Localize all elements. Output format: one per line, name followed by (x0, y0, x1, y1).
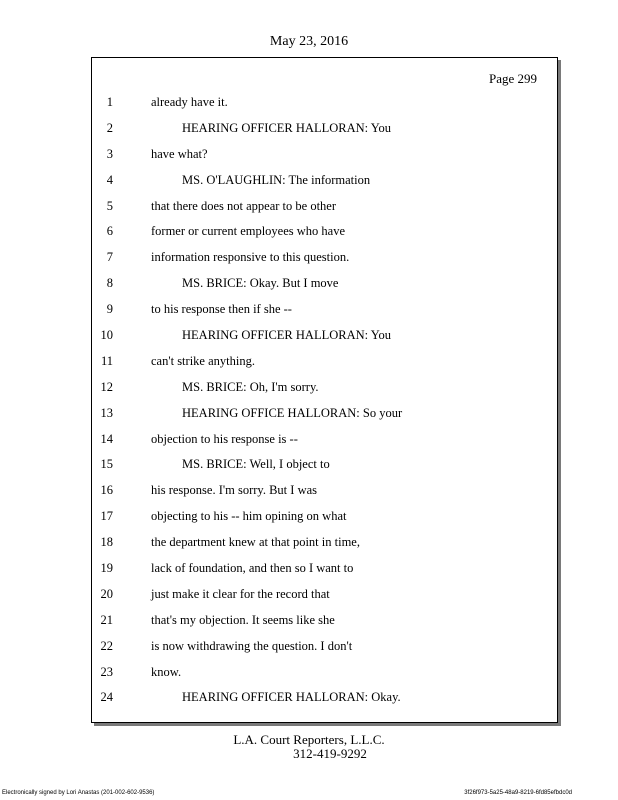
line-text: his response. I'm sorry. But I was (151, 483, 318, 498)
line-text: information responsive to this question. (151, 250, 350, 265)
transcript-line (92, 195, 557, 221)
document-id: 3f26f973-5a25-48a9-8219-6fd85efbdc0d (464, 790, 572, 796)
line-number: 12 (100, 379, 113, 394)
line-text: know. (151, 664, 182, 679)
line-number: 14 (100, 431, 113, 446)
line-text: MS. O'LAUGHLIN: The information (182, 172, 371, 187)
line-text: that there does not appear to be other (151, 198, 336, 213)
line-number: 22 (100, 638, 113, 653)
line-text: have what? (151, 146, 208, 161)
footer-phone: 312-419-9292 (293, 746, 367, 761)
transcript-line (92, 505, 557, 531)
line-text: HEARING OFFICER HALLORAN: You (182, 120, 392, 135)
line-text: HEARING OFFICE HALLORAN: So your (182, 405, 403, 420)
line-number: 3 (106, 146, 113, 161)
line-number: 10 (100, 328, 113, 343)
line-text: can't strike anything. (151, 353, 255, 368)
footer (0, 733, 618, 761)
line-number: 17 (100, 509, 113, 524)
transcript-line (92, 376, 557, 402)
transcript-line (92, 220, 557, 246)
transcript-line (92, 557, 557, 583)
line-number: 16 (100, 483, 113, 498)
line-text: is now withdrawing the question. I don't (151, 638, 353, 653)
line-number: 21 (100, 612, 113, 627)
line-text: objection to his response is -- (151, 431, 298, 446)
line-number: 2 (106, 120, 113, 135)
line-number: 19 (100, 561, 113, 576)
line-number: 15 (100, 457, 113, 472)
transcript-line (92, 350, 557, 376)
line-number: 5 (106, 198, 113, 213)
transcript-line (92, 298, 557, 324)
line-text: former or current employees who have (151, 224, 346, 239)
transcript-line (92, 272, 557, 298)
line-text: lack of foundation, and then so I want to (151, 561, 354, 576)
transcript-line (92, 479, 557, 505)
transcript-line (92, 324, 557, 350)
line-number: 20 (100, 586, 113, 601)
transcript-line (92, 143, 557, 169)
line-text: HEARING OFFICER HALLORAN: You (182, 328, 392, 343)
line-number: 6 (106, 224, 113, 239)
line-text: just make it clear for the record that (151, 586, 330, 601)
transcript-line (92, 686, 557, 712)
transcript-line (92, 428, 557, 454)
line-number: 1 (106, 95, 113, 109)
line-text: MS. BRICE: Oh, I'm sorry. (182, 379, 319, 394)
transcript-line (92, 635, 557, 661)
line-text: the department knew at that point in time, (151, 535, 360, 550)
line-number: 4 (106, 172, 113, 187)
line-text: MS. BRICE: Well, I object to (182, 457, 330, 472)
transcript-line (92, 609, 557, 635)
page-number: Page 299 (488, 71, 537, 86)
transcript-line (92, 117, 557, 143)
line-text: that's my objection. It seems like she (151, 612, 335, 627)
line-text: objecting to his -- him opining on what (151, 509, 347, 524)
line-text: already have it. (151, 95, 228, 109)
transcript-line (92, 453, 557, 479)
footer-company: L.A. Court Reporters, L.L.C. (233, 732, 385, 747)
line-number: 18 (100, 535, 113, 550)
line-number: 13 (100, 405, 113, 420)
transcript-line (92, 661, 557, 687)
transcript-line (92, 91, 557, 117)
line-number: 24 (100, 690, 113, 705)
line-number: 23 (100, 664, 113, 679)
transcript-line (92, 531, 557, 557)
line-text: HEARING OFFICER HALLORAN: Okay. (182, 690, 401, 705)
transcript-lines (92, 91, 557, 712)
line-number: 8 (106, 276, 113, 291)
line-number: 7 (106, 250, 113, 265)
electronic-signature: Electronically signed by Lori Anastas (201-002-602-9536) (2, 790, 155, 796)
transcript-line (92, 169, 557, 195)
line-number: 11 (100, 353, 113, 368)
transcript-page (91, 57, 558, 723)
line-number: 9 (106, 302, 113, 317)
line-text: to his response then if she -- (151, 302, 292, 317)
line-text: MS. BRICE: Okay. But I move (182, 276, 339, 291)
transcript-line (92, 583, 557, 609)
transcript-line (92, 402, 557, 428)
transcript-line (92, 246, 557, 272)
header-date: May 23, 2016 (269, 34, 349, 49)
